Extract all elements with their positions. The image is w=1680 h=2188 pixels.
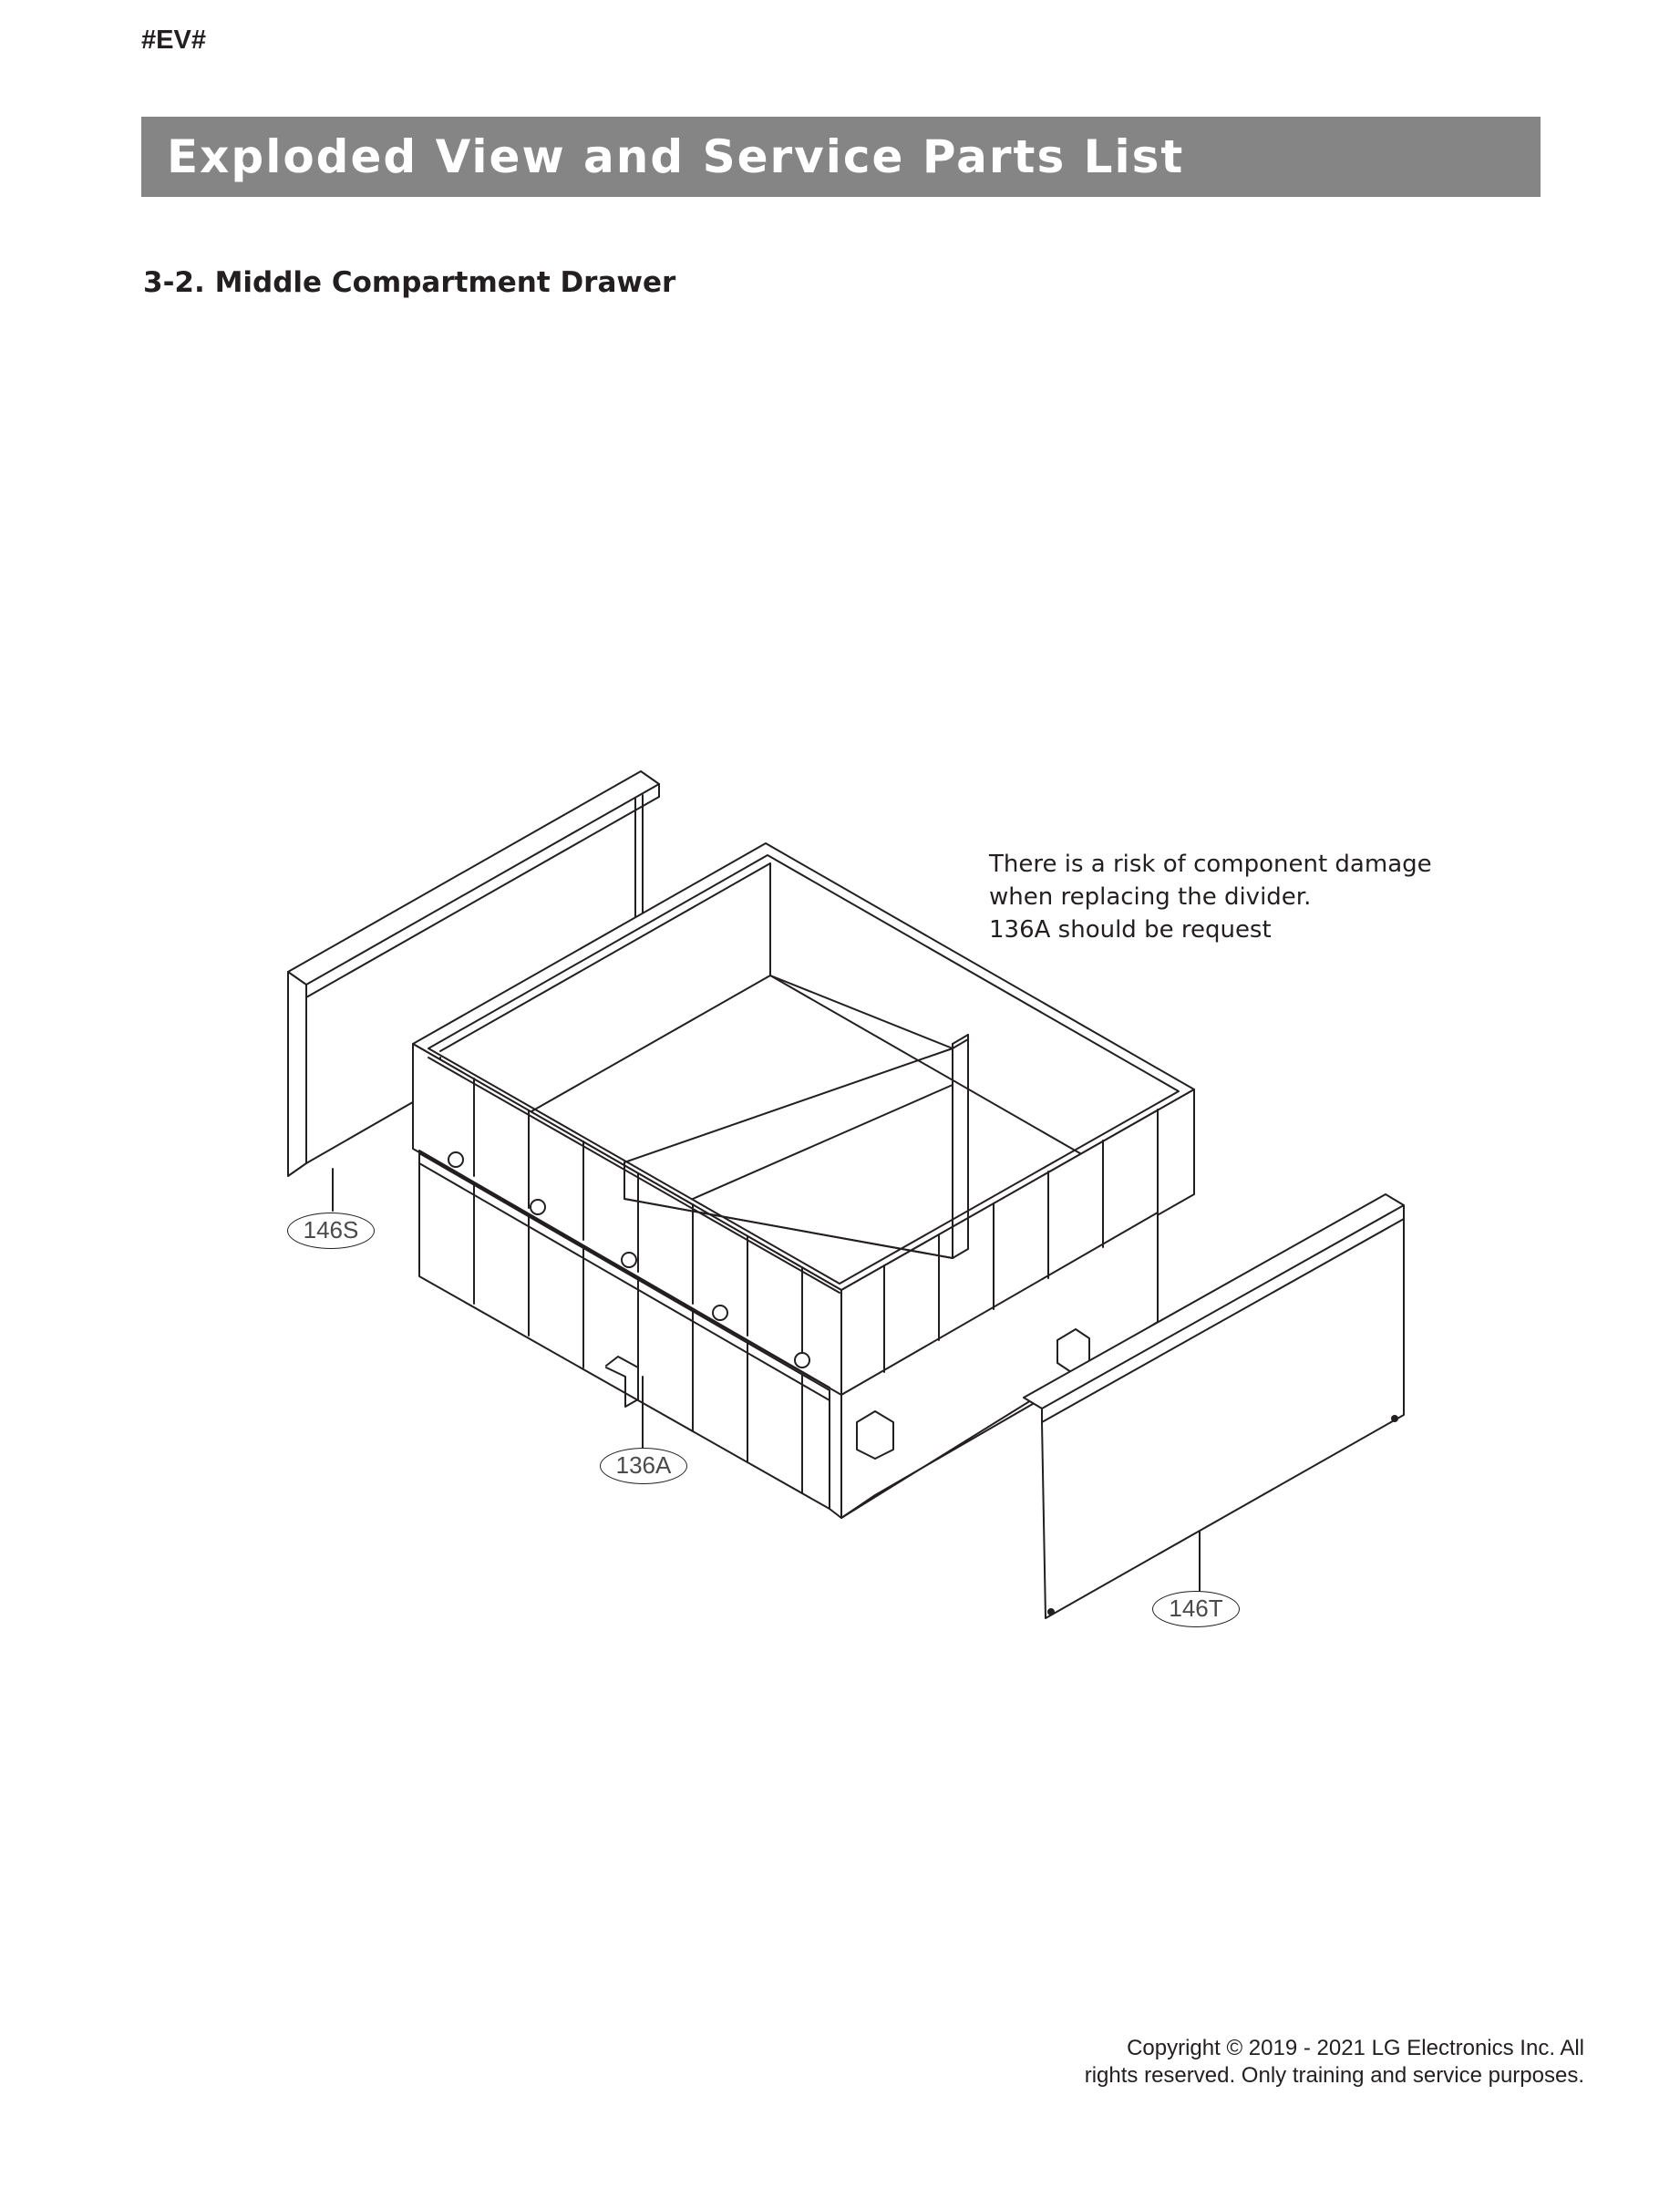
note-line: 136A should be request: [989, 916, 1272, 944]
section-title: 3-2. Middle Compartment Drawer: [143, 266, 676, 299]
callout-146s: 146S: [287, 1213, 375, 1249]
copyright-line: rights reserved. Only training and service purposes.: [1084, 2063, 1584, 2088]
callout-146t: 146T: [1152, 1591, 1240, 1627]
divider-warning-note: [989, 848, 1432, 946]
note-line: when replacing the divider.: [989, 883, 1312, 911]
copyright-notice: [1085, 2035, 1584, 2090]
callout-136a: 136A: [600, 1448, 687, 1484]
document-marker: #EV#: [141, 26, 206, 55]
page-title: Exploded View and Service Parts List: [167, 130, 1185, 183]
copyright-line: Copyright © 2019 - 2021 LG Electronics Inc. All: [1127, 2036, 1584, 2060]
note-line: There is a risk of component damage: [989, 851, 1432, 878]
